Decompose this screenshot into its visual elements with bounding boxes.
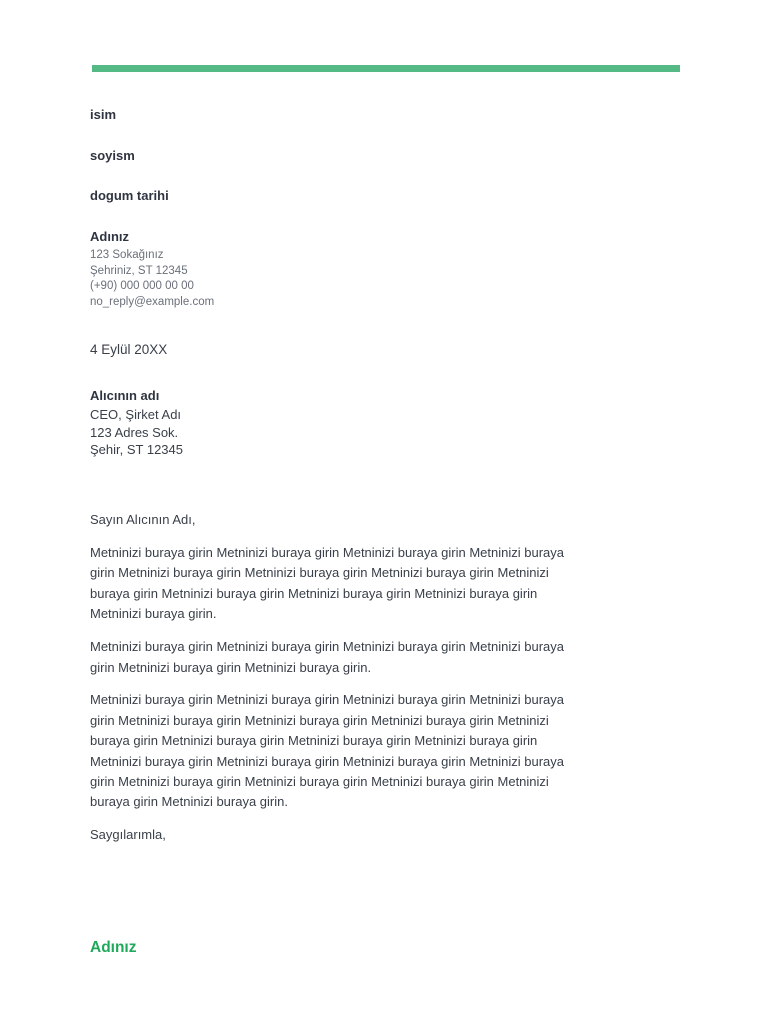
last-name-field: soyism [90,148,135,163]
sender-street: 123 Sokağınız [90,249,164,261]
sender-phone: (+90) 000 000 00 00 [90,280,194,292]
sender-email: no_reply@example.com [90,295,215,308]
sender-name: Adınız [90,229,129,244]
letter-date: 4 Eylül 20XX [90,342,168,357]
body-paragraph-1: Metninizi buraya girin Metninizi buraya girin Metninizi buraya girin Metninizi buraya girin Metninizi buraya girin Metninizi buraya girin Metninizi buraya girin Metninizi buraya girin Metninizi buraya girin Metninizi buraya girin Metninizi buraya girin Metninizi buraya girin. [90,545,564,622]
body-paragraph-3: Metninizi buraya girin Metninizi buraya girin Metninizi buraya girin Metninizi buraya girin Metninizi buraya girin Metninizi buraya girin Metninizi buraya girin Metninizi buraya girin Metninizi buraya girin Metninizi buraya girin Metninizi buraya girin Metninizi buraya girin Metninizi buraya girin Metninizi buraya girin Metninizi buraya girin Metninizi buraya girin Metninizi buraya girin Metninizi buraya girin Metninizi buraya girin Metninizi buraya girin. [90,692,564,810]
header-accent-bar [92,65,680,72]
first-name-field: isim [90,107,117,122]
letter-body [90,510,570,845]
salutation: Sayın Alıcının Adı, [90,512,196,527]
body-paragraph-2: Metninizi buraya girin Metninizi buraya girin Metninizi buraya girin Metninizi buraya girin Metninizi buraya girin Metninizi buraya girin. [90,639,564,675]
recipient-title: CEO, Şirket Adı [90,407,182,422]
recipient-address: 123 Adres Sok. [90,424,179,440]
signature-name: Adınız [90,939,137,956]
recipient-city: Şehir, ST 12345 [90,442,183,457]
recipient-name: Alıcının adı [90,388,160,403]
sender-city: Şehriniz, ST 12345 [90,264,188,277]
recipient-block [90,387,183,459]
closing: Saygılarımla, [90,827,166,843]
sender-block [90,229,214,310]
birth-date-field: dogum tarihi [90,188,169,203]
